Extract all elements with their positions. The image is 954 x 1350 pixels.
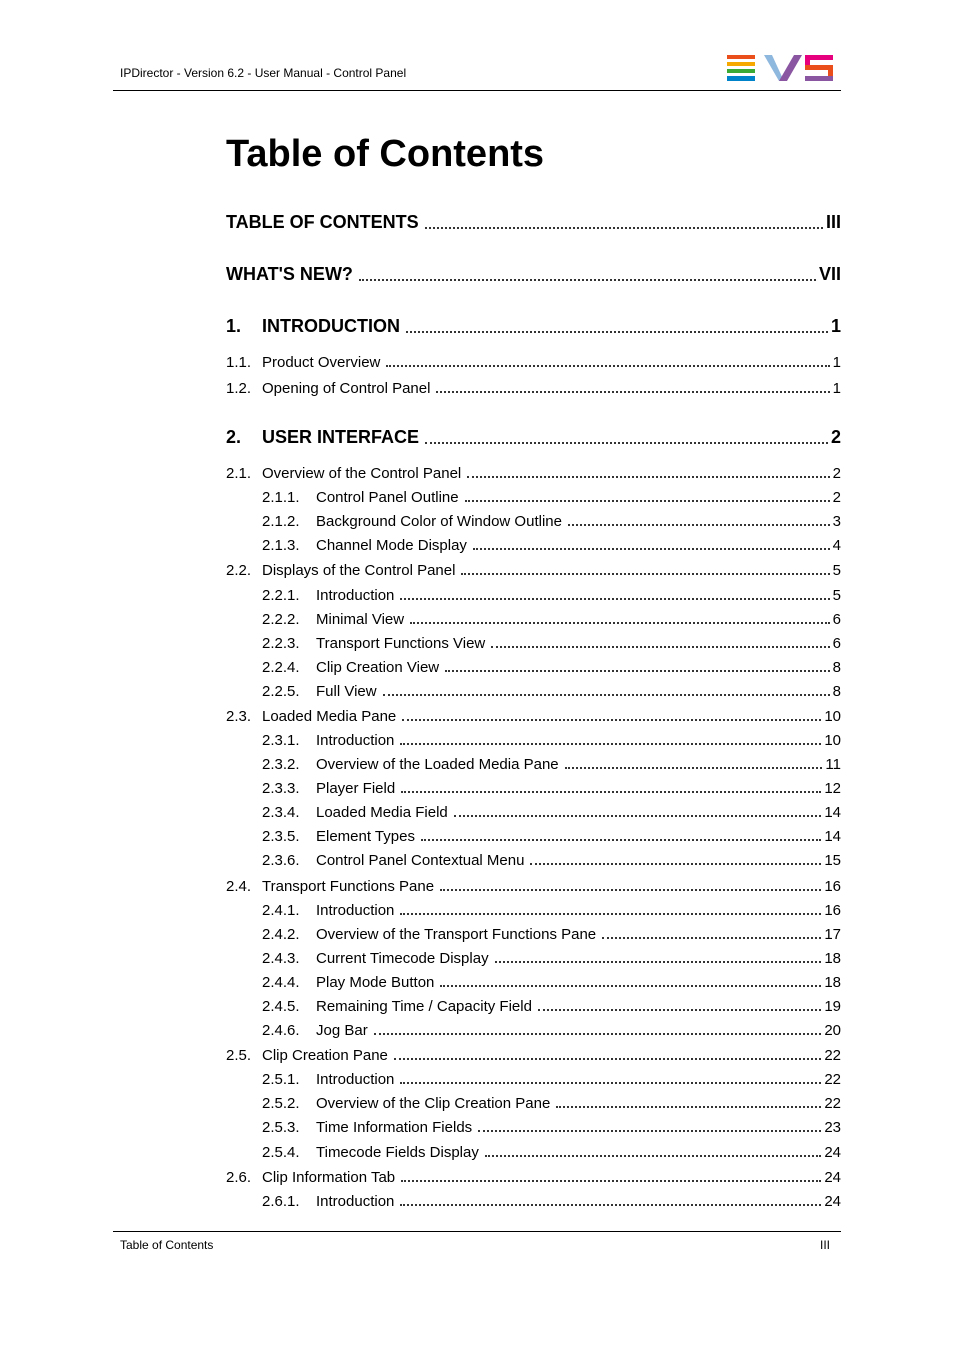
toc-entry-page: 4 bbox=[832, 537, 841, 554]
toc-entry-label: Background Color of Window Outline bbox=[316, 513, 562, 530]
toc-entry-label: Current Timecode Display bbox=[316, 950, 489, 967]
toc-entry-label: Clip Creation Pane bbox=[262, 1047, 388, 1064]
toc-entry[interactable] bbox=[226, 380, 841, 397]
toc-entry-page: 14 bbox=[824, 828, 841, 845]
toc-entry-page: 10 bbox=[824, 732, 841, 749]
toc-entry-number: 2.2.3. bbox=[262, 635, 300, 652]
toc-entry-label: Timecode Fields Display bbox=[316, 1144, 479, 1161]
toc-entry-label: Remaining Time / Capacity Field bbox=[316, 998, 532, 1015]
toc-entry-label: Introduction bbox=[316, 902, 395, 919]
toc-entry[interactable] bbox=[226, 465, 841, 482]
toc-entry-page: 2 bbox=[832, 465, 841, 482]
toc-dot-leader bbox=[495, 961, 822, 963]
toc-entry[interactable] bbox=[262, 587, 841, 604]
toc-entry-page: 23 bbox=[824, 1119, 841, 1136]
toc-entry-page: 16 bbox=[824, 878, 841, 895]
toc-entry[interactable] bbox=[262, 635, 841, 652]
toc-entry-number: 2.5.4. bbox=[262, 1144, 300, 1161]
toc-entry[interactable] bbox=[226, 264, 841, 285]
toc-entry-label: Play Mode Button bbox=[316, 974, 435, 991]
toc-entry-number: 2.1.2. bbox=[262, 513, 300, 530]
toc-entry[interactable] bbox=[226, 878, 841, 895]
toc-entry-number: 1.1. bbox=[226, 354, 252, 371]
toc-dot-leader bbox=[406, 331, 828, 333]
toc-entry-label: Product Overview bbox=[262, 354, 381, 371]
toc-entry[interactable] bbox=[262, 537, 841, 554]
toc-entry-page: 6 bbox=[832, 611, 841, 628]
toc-entry-page: 5 bbox=[832, 587, 841, 604]
toc-entry[interactable] bbox=[262, 489, 841, 506]
toc-dot-leader bbox=[359, 279, 816, 281]
toc-entry-page: 2 bbox=[832, 489, 841, 506]
toc-entry-number: 2.5.1. bbox=[262, 1071, 300, 1088]
toc-entry-label: Full View bbox=[316, 683, 377, 700]
toc-entry-label: Clip Creation View bbox=[316, 659, 440, 676]
toc-dot-leader bbox=[568, 524, 830, 526]
toc-entry-number: 2.3.5. bbox=[262, 828, 300, 845]
toc-entry[interactable] bbox=[262, 1022, 841, 1039]
toc-entry-number: 2.1. bbox=[226, 465, 252, 482]
toc-entry-label: Introduction bbox=[316, 1071, 395, 1088]
toc-entry-page: 14 bbox=[824, 804, 841, 821]
toc-entry[interactable] bbox=[226, 1169, 841, 1186]
toc-entry[interactable] bbox=[226, 562, 841, 579]
toc-entry-page: 8 bbox=[832, 683, 841, 700]
toc-entry-label: Player Field bbox=[316, 780, 396, 797]
toc-entry-number: 2.2.4. bbox=[262, 659, 300, 676]
toc-entry-page: 12 bbox=[824, 780, 841, 797]
toc-dot-leader bbox=[530, 863, 821, 865]
toc-entry-label: Transport Functions Pane bbox=[262, 878, 435, 895]
toc-dot-leader bbox=[400, 743, 821, 745]
toc-dot-leader bbox=[465, 500, 830, 502]
toc-entry-page: 18 bbox=[824, 950, 841, 967]
toc-entry-number: 2.3. bbox=[226, 708, 252, 725]
toc-dot-leader bbox=[436, 391, 829, 393]
toc-entry-label: Opening of Control Panel bbox=[262, 380, 431, 397]
toc-dot-leader bbox=[485, 1155, 821, 1157]
toc-entry-page: 6 bbox=[832, 635, 841, 652]
toc-entry[interactable] bbox=[262, 756, 841, 773]
toc-entry-label: Channel Mode Display bbox=[316, 537, 467, 554]
toc-entry-number: 2.6. bbox=[226, 1169, 252, 1186]
toc-entry[interactable] bbox=[262, 926, 841, 943]
toc-entry-page: 22 bbox=[824, 1047, 841, 1064]
toc-dot-leader bbox=[461, 573, 829, 575]
toc-entry-label: Element Types bbox=[316, 828, 415, 845]
toc-entry[interactable] bbox=[262, 950, 841, 967]
toc-entry-number: 2.2.2. bbox=[262, 611, 300, 628]
toc-entry-label: INTRODUCTION bbox=[262, 316, 400, 336]
toc-dot-leader bbox=[394, 1058, 821, 1060]
toc-dot-leader bbox=[491, 646, 829, 648]
toc-entry-label: Displays of the Control Panel bbox=[262, 562, 456, 579]
toc-entry[interactable] bbox=[262, 852, 841, 869]
footer-page-number: III bbox=[820, 1238, 831, 1252]
toc-entry-number: 1. bbox=[226, 316, 242, 336]
toc-entry-label: Time Information Fields bbox=[316, 1119, 473, 1136]
toc-entry[interactable] bbox=[262, 998, 841, 1015]
toc-dot-leader bbox=[425, 442, 828, 444]
toc-entry-page: 22 bbox=[824, 1071, 841, 1088]
toc-entry-page: 24 bbox=[824, 1193, 841, 1210]
toc-dot-leader bbox=[402, 719, 821, 721]
toc-entry-label: Introduction bbox=[316, 1193, 395, 1210]
toc-entry-page: 1 bbox=[830, 316, 841, 336]
toc-entry-label: Overview of the Control Panel bbox=[262, 465, 462, 482]
toc-entry-page: 2 bbox=[830, 427, 841, 447]
toc-dot-leader bbox=[454, 815, 822, 817]
toc-entry-page: 10 bbox=[824, 708, 841, 725]
toc-dot-leader bbox=[421, 839, 821, 841]
toc-entry[interactable] bbox=[226, 1047, 841, 1064]
toc-entry[interactable] bbox=[262, 1144, 841, 1161]
toc-entry-label: WHAT'S NEW? bbox=[226, 264, 353, 284]
toc-entry-page: 19 bbox=[824, 998, 841, 1015]
toc-entry-page: 17 bbox=[824, 926, 841, 943]
toc-entry-page: 16 bbox=[824, 902, 841, 919]
toc-entry[interactable] bbox=[262, 659, 841, 676]
toc-entry-number: 2.1.3. bbox=[262, 537, 300, 554]
toc-entry-page: III bbox=[825, 212, 841, 232]
toc-entry-number: 2.6.1. bbox=[262, 1193, 300, 1210]
toc-dot-leader bbox=[410, 622, 830, 624]
toc-entry[interactable] bbox=[262, 828, 841, 845]
toc-entry[interactable] bbox=[226, 708, 841, 725]
toc-entry-number: 2.4. bbox=[226, 878, 252, 895]
toc-entry-number: 2.2. bbox=[226, 562, 252, 579]
toc-entry-number: 2.4.1. bbox=[262, 902, 300, 919]
running-header: IPDirector - Version 6.2 - User Manual - Control Panel bbox=[120, 66, 407, 80]
page-title: Table of Contents bbox=[226, 133, 545, 175]
toc-entry-label: Jog Bar bbox=[316, 1022, 368, 1039]
toc-dot-leader bbox=[400, 1082, 821, 1084]
toc-entry-page: 5 bbox=[832, 562, 841, 579]
toc-entry[interactable] bbox=[262, 1193, 841, 1210]
toc-entry[interactable] bbox=[262, 683, 841, 700]
toc-entry-page: VII bbox=[818, 264, 841, 284]
toc-entry[interactable] bbox=[226, 354, 841, 371]
toc-entry[interactable] bbox=[226, 212, 841, 233]
toc-dot-leader bbox=[400, 598, 829, 600]
toc-dot-leader bbox=[401, 1180, 821, 1182]
toc-entry-page: 24 bbox=[824, 1169, 841, 1186]
toc-dot-leader bbox=[440, 985, 821, 987]
toc-entry-number: 2.3.1. bbox=[262, 732, 300, 749]
toc-entry-label: TABLE OF CONTENTS bbox=[226, 212, 419, 232]
toc-entry[interactable] bbox=[262, 732, 841, 749]
toc-entry-number: 2.5.2. bbox=[262, 1095, 300, 1112]
toc-entry-number: 2. bbox=[226, 427, 242, 447]
toc-dot-leader bbox=[538, 1009, 821, 1011]
toc-entry-number: 2.5.3. bbox=[262, 1119, 300, 1136]
toc-entry-label: Overview of the Clip Creation Pane bbox=[316, 1095, 551, 1112]
footer-section-title: Table of Contents bbox=[120, 1238, 214, 1252]
toc-entry[interactable] bbox=[262, 974, 841, 991]
toc-entry[interactable] bbox=[262, 902, 841, 919]
toc-entry[interactable] bbox=[226, 316, 841, 337]
toc-entry-label: Loaded Media Pane bbox=[262, 708, 397, 725]
toc-entry-label: Loaded Media Field bbox=[316, 804, 448, 821]
toc-entry-number: 2.4.3. bbox=[262, 950, 300, 967]
toc-dot-leader bbox=[383, 694, 830, 696]
toc-dot-leader bbox=[467, 476, 829, 478]
toc-dot-leader bbox=[602, 937, 821, 939]
toc-dot-leader bbox=[400, 913, 821, 915]
toc-entry-number: 2.4.2. bbox=[262, 926, 300, 943]
toc-entry-label: Introduction bbox=[316, 587, 395, 604]
toc-dot-leader bbox=[440, 889, 821, 891]
toc-dot-leader bbox=[400, 1204, 821, 1206]
toc-entry-label: Introduction bbox=[316, 732, 395, 749]
toc-entry-page: 1 bbox=[832, 354, 841, 371]
toc-entry[interactable] bbox=[226, 427, 841, 448]
toc-entry-number: 2.1.1. bbox=[262, 489, 300, 506]
toc-entry[interactable] bbox=[262, 611, 841, 628]
toc-entry-page: 3 bbox=[832, 513, 841, 530]
toc-entry-page: 24 bbox=[824, 1144, 841, 1161]
toc-entry-page: 1 bbox=[832, 380, 841, 397]
toc-entry-label: Control Panel Outline bbox=[316, 489, 459, 506]
toc-entry-label: USER INTERFACE bbox=[262, 427, 420, 447]
toc-entry-number: 2.5. bbox=[226, 1047, 252, 1064]
toc-entry-number: 2.4.6. bbox=[262, 1022, 300, 1039]
toc-dot-leader bbox=[565, 767, 823, 769]
toc-entry[interactable] bbox=[262, 780, 841, 797]
toc-entry-label: Clip Information Tab bbox=[262, 1169, 396, 1186]
toc-entry-number: 2.3.6. bbox=[262, 852, 300, 869]
toc-dot-leader bbox=[425, 227, 823, 229]
toc-entry-number: 2.2.5. bbox=[262, 683, 300, 700]
toc-entry[interactable] bbox=[262, 804, 841, 821]
toc-dot-leader bbox=[386, 365, 829, 367]
toc-entry-number: 2.3.3. bbox=[262, 780, 300, 797]
toc-entry-label: Transport Functions View bbox=[316, 635, 486, 652]
toc-entry-number: 1.2. bbox=[226, 380, 252, 397]
toc-entry-page: 8 bbox=[832, 659, 841, 676]
toc-entry-number: 2.3.4. bbox=[262, 804, 300, 821]
toc-dot-leader bbox=[401, 791, 821, 793]
toc-entry[interactable] bbox=[262, 513, 841, 530]
toc-entry-number: 2.4.4. bbox=[262, 974, 300, 991]
toc-dot-leader bbox=[445, 670, 830, 672]
toc-entry-number: 2.4.5. bbox=[262, 998, 300, 1015]
toc-entry-label: Control Panel Contextual Menu bbox=[316, 852, 525, 869]
toc-entry-page: 20 bbox=[824, 1022, 841, 1039]
toc-dot-leader bbox=[473, 548, 830, 550]
toc-entry-label: Overview of the Loaded Media Pane bbox=[316, 756, 559, 773]
toc-entry-label: Overview of the Transport Functions Pane bbox=[316, 926, 597, 943]
toc-entry-page: 18 bbox=[824, 974, 841, 991]
toc-dot-leader bbox=[478, 1130, 821, 1132]
toc-dot-leader bbox=[556, 1106, 821, 1108]
toc-entry-page: 15 bbox=[824, 852, 841, 869]
footer-rule bbox=[113, 1231, 841, 1232]
toc-entry-page: 22 bbox=[824, 1095, 841, 1112]
toc-entry-number: 2.2.1. bbox=[262, 587, 300, 604]
toc-dot-leader bbox=[374, 1033, 822, 1035]
toc-entry-page: 11 bbox=[825, 756, 841, 773]
toc-entry[interactable] bbox=[262, 1095, 841, 1112]
toc-entry[interactable] bbox=[262, 1119, 841, 1136]
table-of-contents bbox=[226, 0, 841, 1230]
toc-entry-label: Minimal View bbox=[316, 611, 405, 628]
toc-entry-number: 2.3.2. bbox=[262, 756, 300, 773]
toc-entry[interactable] bbox=[262, 1071, 841, 1088]
